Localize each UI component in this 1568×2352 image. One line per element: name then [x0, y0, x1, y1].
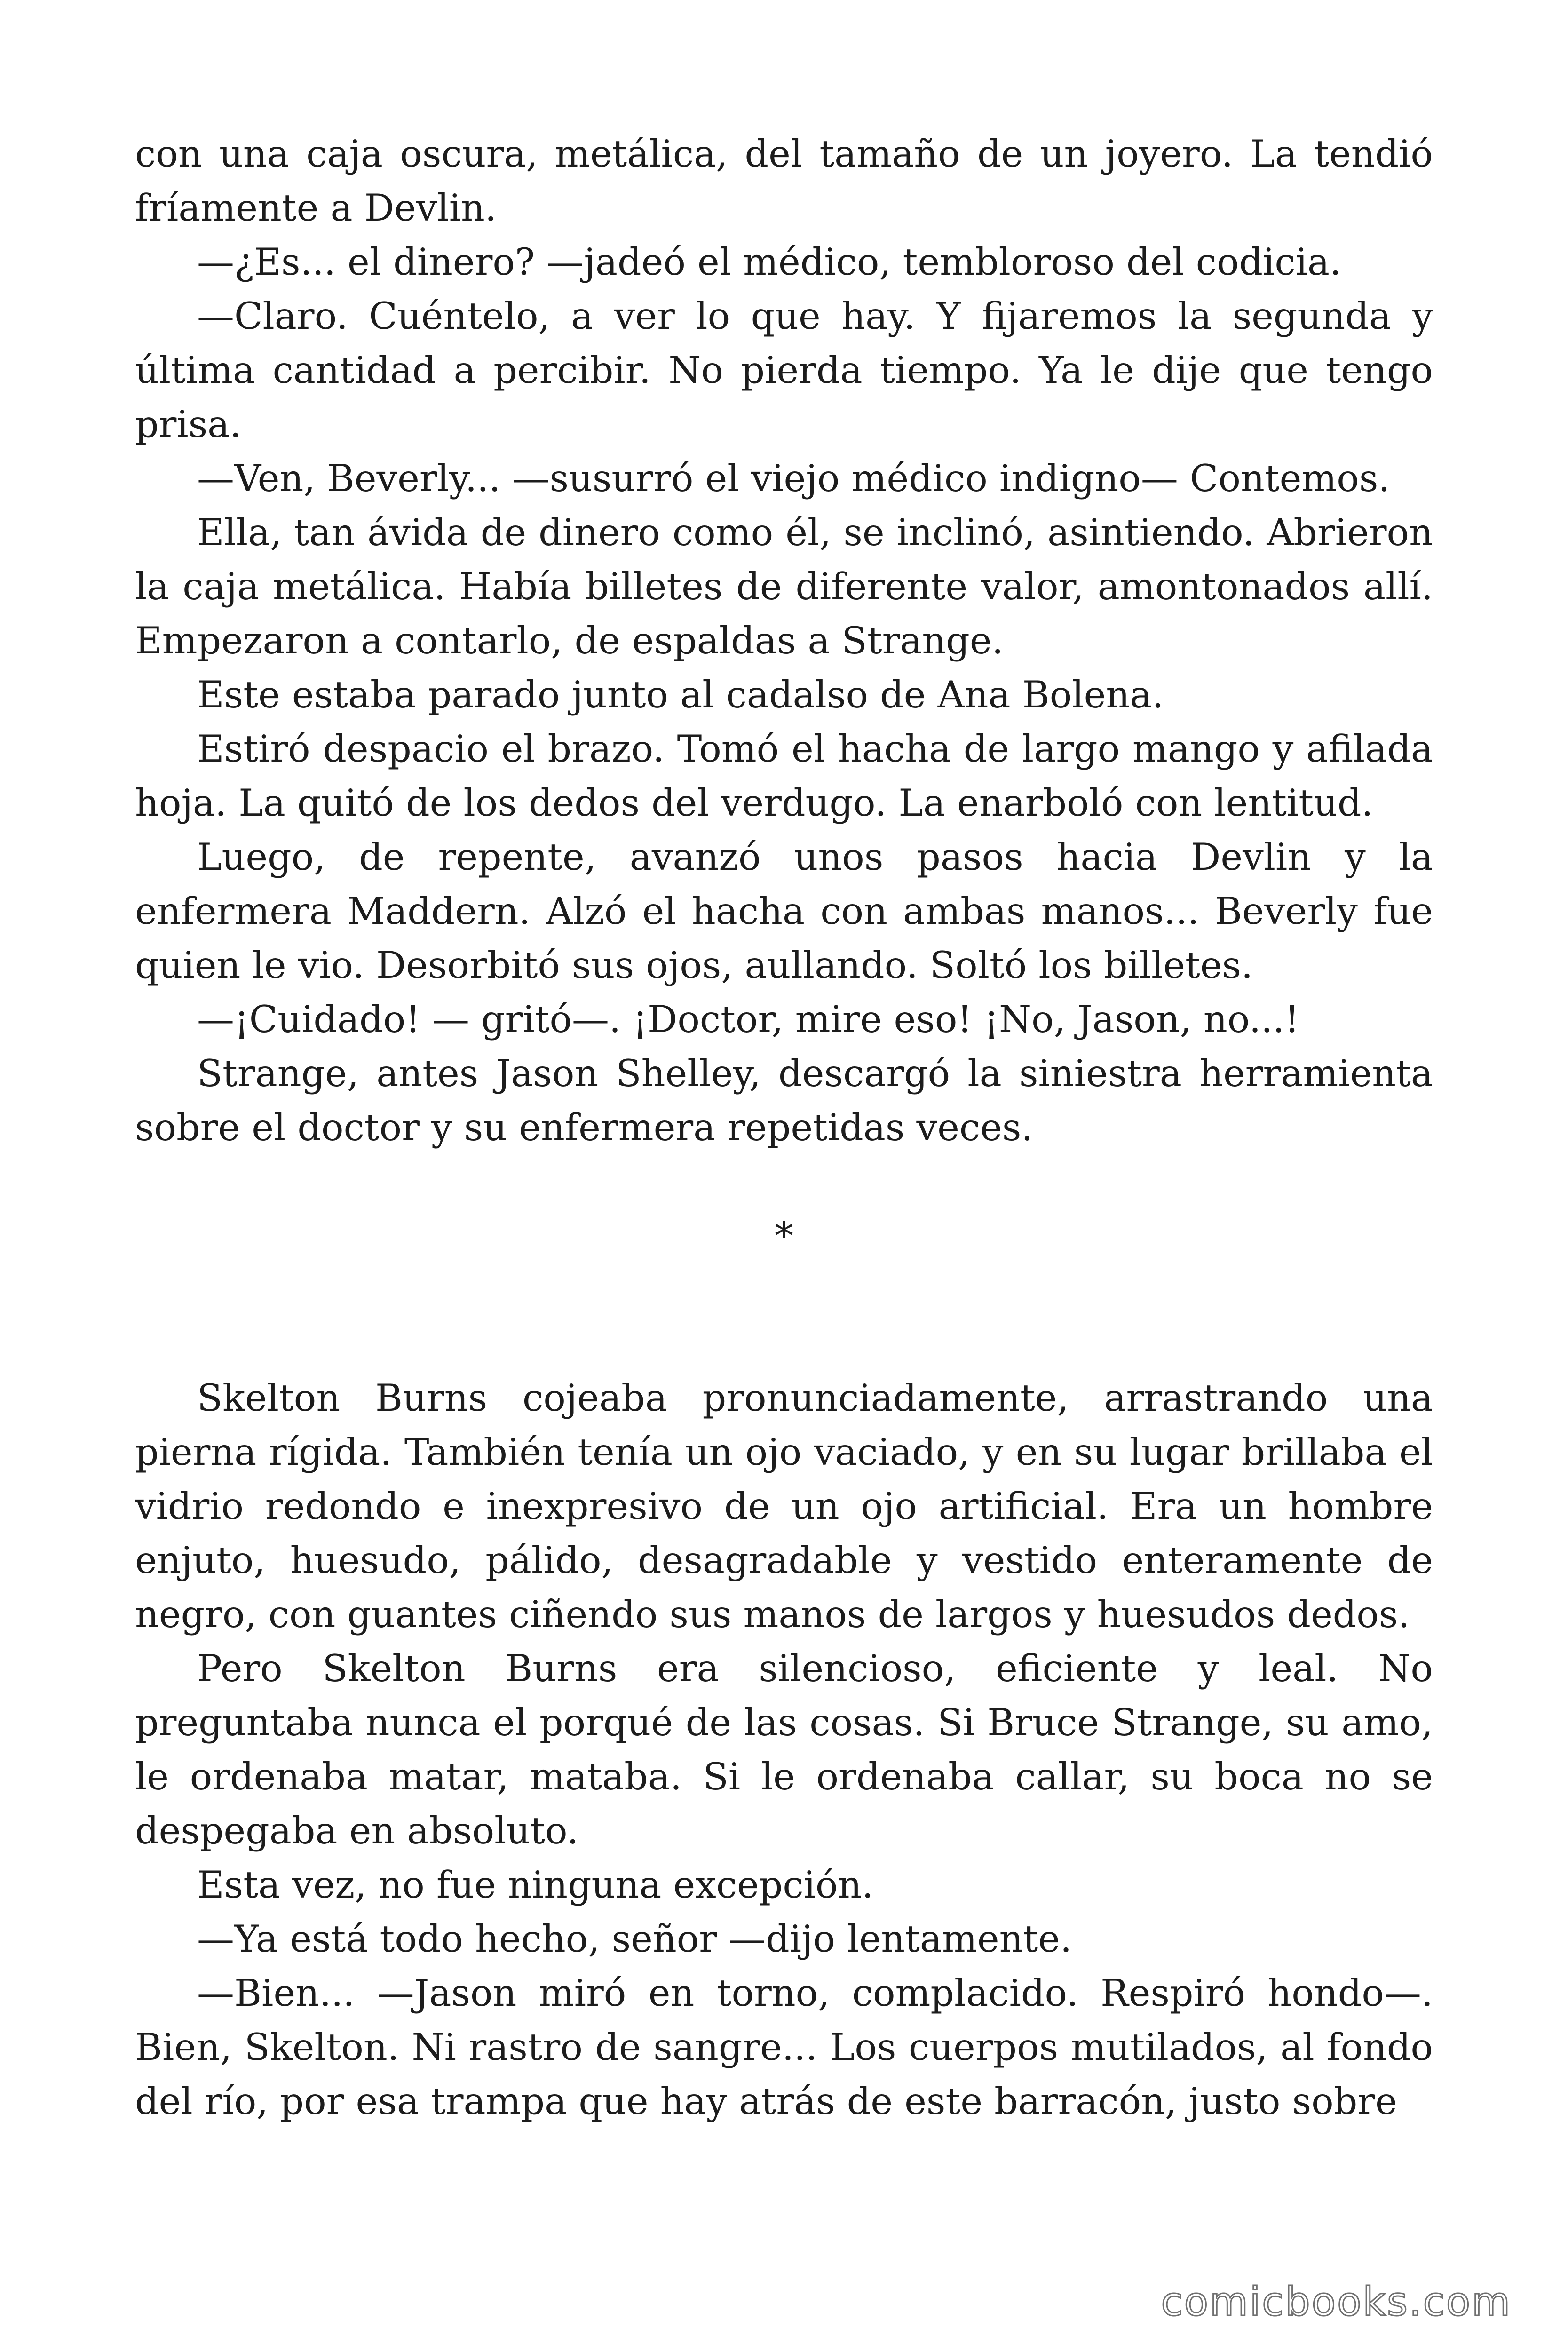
section-one [135, 127, 1433, 1155]
section-two [135, 1371, 1433, 2129]
watermark: comicbooks.com [1161, 2279, 1512, 2325]
paragraph: Este estaba parado junto al cadalso de Ana Bolena. [197, 673, 1164, 716]
section-separator: * [775, 1214, 793, 1257]
paragraph: —Ya está todo hecho, señor —dijo lentamente. [197, 1917, 1072, 1961]
paragraph: Luego, de repente, avanzó unos pasos hacia Devlin y la enfermera Maddern. Alzó el hacha con ambas manos... Beverly fue quien le vio. Desorbitó sus ojos, aullando. Soltó los billetes. [135, 835, 1433, 987]
paragraph: Skelton Burns cojeaba pronunciadamente, arrastrando una pierna rígida. También tenía un ojo vaciado, y en su lugar brillaba el vidrio redondo e inexpresivo de un ojo artificial. Era un hombre enjuto, huesudo, pálido, desagradable y vestido enteramente de negro, con guantes ciñendo sus manos de largos y huesudos dedos. [135, 1376, 1433, 1636]
paragraph: —¡Cuidado! — gritó—. ¡Doctor, mire eso! ¡No, Jason, no...! [197, 998, 1300, 1041]
paragraph: Strange, antes Jason Shelley, descargó la siniestra herramienta sobre el doctor y su enfermera repetidas veces. [135, 1052, 1433, 1149]
paragraph: Ella, tan ávida de dinero como él, se inclinó, asintiendo. Abrieron la caja metálica. Había billetes de diferente valor, amontonados allí. Empezaron a contarlo, de espaldas a Strange. [135, 511, 1433, 662]
paragraph: —¿Es... el dinero? —jadeó el médico, tembloroso del codicia. [197, 240, 1342, 284]
paragraph: —Claro. Cuéntelo, a ver lo que hay. Y fijaremos la segunda y última cantidad a percibir. No pierda tiempo. Ya le dije que tengo prisa. [135, 294, 1433, 446]
paragraph: —Ven, Beverly... —susurró el viejo médico indigno— Contemos. [197, 457, 1390, 500]
paragraph: Pero Skelton Burns era silencioso, eficiente y leal. No preguntaba nunca el porqué de las cosas. Si Bruce Strange, su amo, le ordenaba matar, mataba. Si le ordenaba callar, su boca no se despegaba en absoluto. [135, 1647, 1433, 1852]
paragraph-continuation: con una caja oscura, metálica, del tamaño de un joyero. La tendió fríamente a Devlin. [135, 132, 1433, 230]
paragraph: Esta vez, no fue ninguna excepción. [197, 1863, 874, 1907]
paragraph: —Bien... —Jason miró en torno, complacido. Respiró hondo—. Bien, Skelton. Ni rastro de sangre... Los cuerpos mutilados, al fondo del río, por esa trampa que hay atrás de este barracón, justo sobre [135, 1971, 1433, 2123]
book-page [135, 127, 1433, 2129]
paragraph: Estiró despacio el brazo. Tomó el hacha de largo mango y afilada hoja. La quitó de los dedos del verdugo. La enarboló con lentitud. [135, 727, 1433, 825]
